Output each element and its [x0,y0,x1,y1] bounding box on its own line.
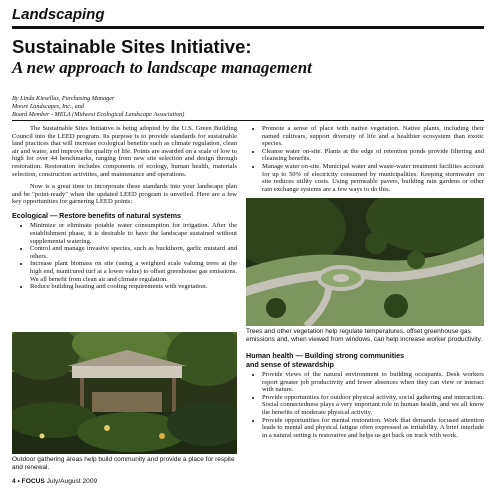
left-column [12,125,237,291]
footer-bullet: • [17,478,20,485]
ecological-list-continued [246,125,484,193]
byline-line: By Linda Kiesellus, Purchasing Manager [12,95,115,102]
list-item: • Provide opportunities for mental restoration. Work that demands focused attention leads to mental and physical fatigue often expressed as irritability. A brief interlude in a natural setting is restorative and helps us get back on track with work. [262,417,484,440]
garden-photo [12,332,237,454]
list-item: • Reduce building heating and cooling requirements with vegetation. [30,283,237,291]
intro-paragraph: Now is a great time to incorporate these standards into your landscape plan and be "point-ready" when the updated LEED program is unveiled. Here are a few key opportunities for garnering LEED points: [12,183,237,206]
health-heading-line: and sense of stewardship [246,359,334,369]
list-item: • Provide opportunities for outdoor physical activity, social gathering and interaction. Social connectedness plays a very important role in human health, and we all know the benefits of moderate physical activity. [262,394,484,417]
list-item: • Manage water on-site. Municipal water and waste-water treatment facilities account for up to 50% of electricity consumed by municipalities. Keeping stormwater on site reduces utility costs. Using permeable pavers, building rain gardens or other rain exchange systems are a few ways to do this. [262,163,484,193]
list-item: • Increase plant biomass on site (using a weighted scale valuing trees at the high end, manicured turf at a lower value) to offset greenhouse gas emissions. We all benefit from clean air and climate regulation. [30,260,237,283]
health-heading-line: Human health — Building strong communities [246,351,405,360]
garden-illustration [12,332,237,454]
section-heading: Landscaping [12,6,105,23]
right-column [246,125,484,193]
aerial-photo [246,198,484,326]
list-item: • Minimize or eliminate potable water consumption for irrigation. After the establishment phase, it is desirable to have the landscape sustained without supplemental watering. [30,222,237,245]
aerial-illustration [246,198,484,326]
list-item: • Cleanse water on-site. Plants at the edge of retention ponds provide filtering and cleansing benefits. [262,148,484,163]
article-subtitle: A new approach to landscape management [12,58,312,77]
issue-date: July/August 2009 [46,478,98,485]
article-title: Sustainable Sites Initiative: [12,36,252,57]
intro-paragraph: The Sustainable Sites Initiative is being adopted by the U.S. Green Building Council into the LEED program. Its purpose is to provide standards for sustainable land practices that will increase ecological benefits such as climate regulation, clean air and water, and improve the quality of life. Points are awarded on a scale of low to high for over 44 benchmarks, ranging from new site selection and design through restoration. Restoration includes components of ecology, human health, materials selection, construction activities, and maintenance and operations. [12,125,237,178]
page-number: 4 [12,478,16,485]
list-item: • Control and manage invasive species, such as buckthorn, garlic mustard and others. [30,245,237,260]
byline-line: Moore Landscapes, Inc., and [12,103,84,110]
byline-line: Board Member - MELA (Midwest Ecological Landscape Association) [12,111,185,118]
section-rule [12,26,484,29]
ecological-list [12,222,237,290]
garden-caption: Outdoor gathering areas help build community and provide a place for respite and renewal. [12,456,235,471]
list-item: • Promote a sense of place with native vegetation. Native plants, including their named cultivars, support diversity of life and a healthier ecosystem than exotic species. [262,125,484,148]
page-footer [12,478,97,485]
health-list [246,371,484,439]
list-item: • Provide views of the natural environment to building occupants. Desk workers report greater job productivity and fewer absences when they can view or interact with nature. [262,371,484,394]
health-section [246,352,484,439]
health-heading [246,352,484,369]
byline [12,95,184,119]
byline-rule [12,120,484,121]
magazine-name: FOCUS [21,478,45,485]
ecological-heading: Ecological — Restore benefits of natural systems [12,210,181,220]
aerial-caption: Trees and other vegetation help regulate temperatures, offset greenhouse gas emissions and, when viewed from windows, can help increase worker productivity. [246,328,483,343]
